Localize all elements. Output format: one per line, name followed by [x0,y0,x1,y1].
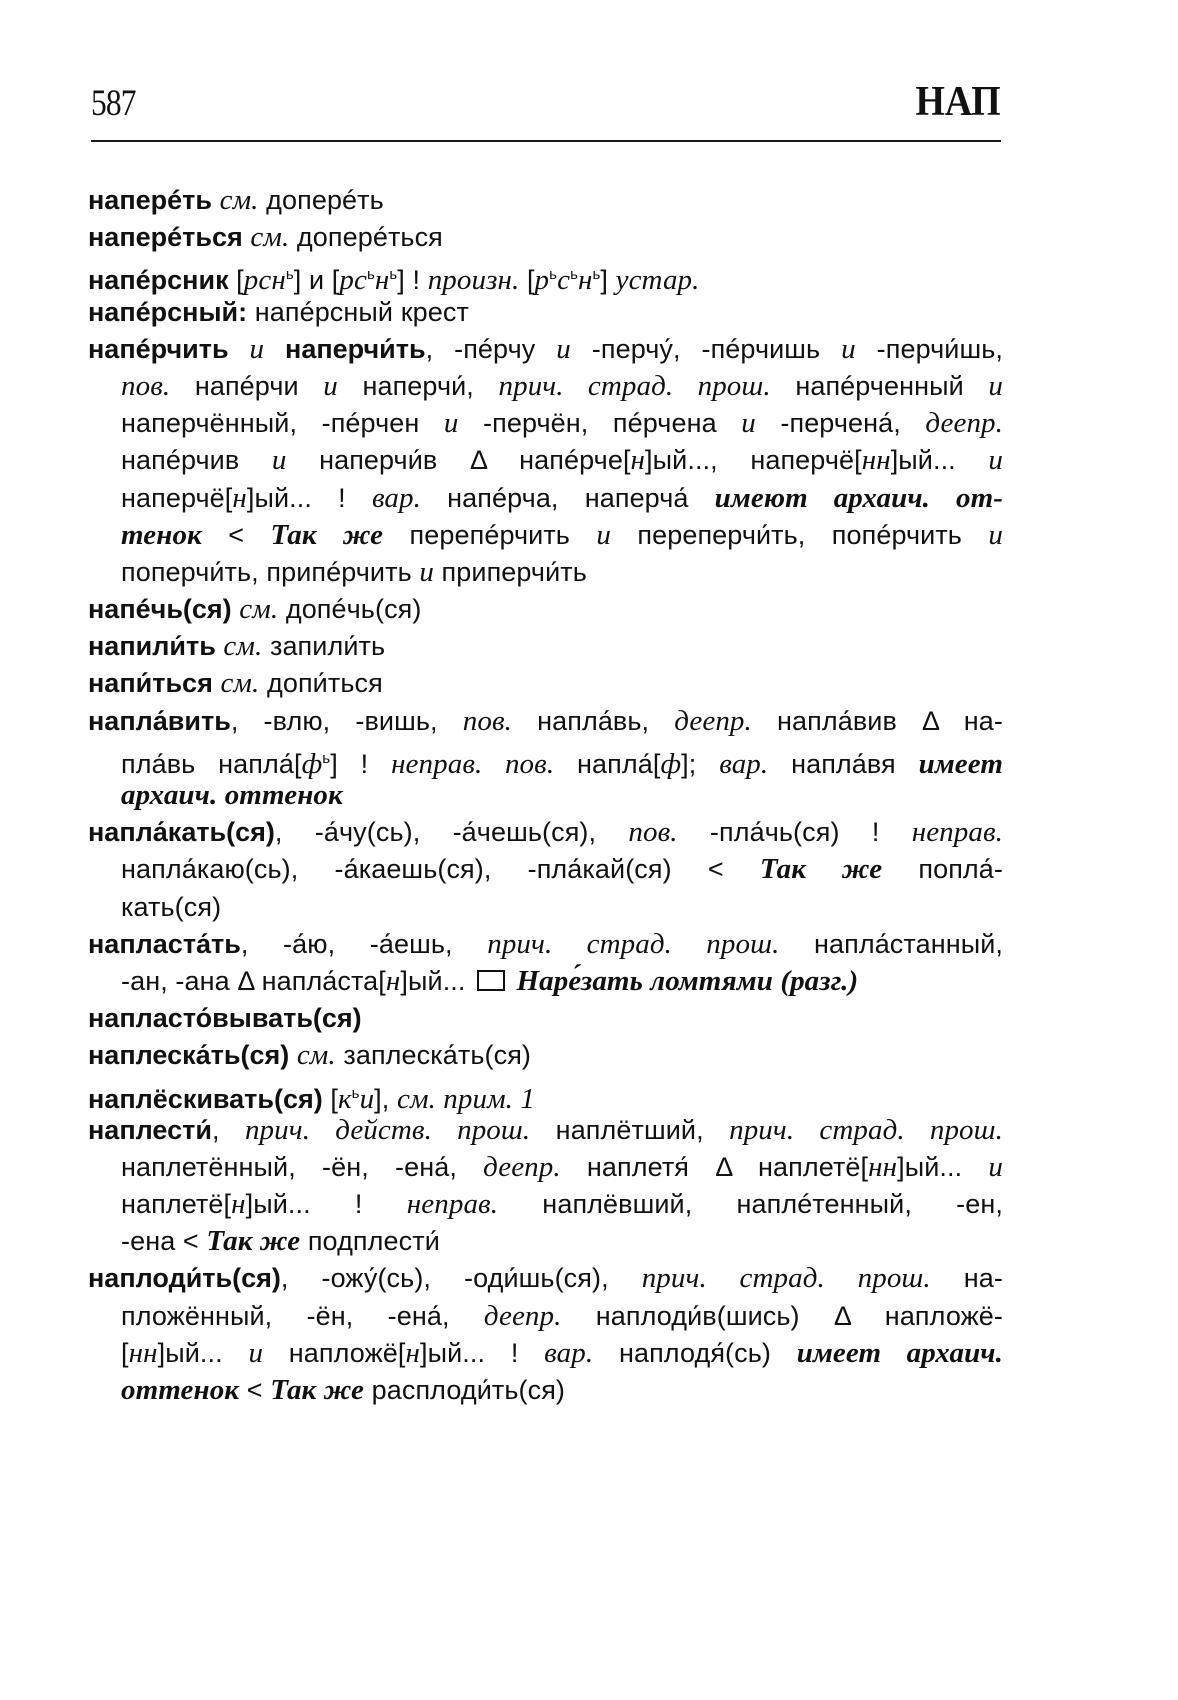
entry-text: наплоди́в(шись) Δ напложё- [561,1300,1003,1331]
entry-text: доперéть [258,185,384,215]
entry-text: наплетё[ [121,1189,232,1220]
grammar-label: см. прим. 1 [396,1082,535,1115]
usage-note: Так же [206,1225,301,1258]
headword: напили́ть [88,631,216,662]
entry-text: -перчена́, [755,408,926,439]
entry-continuation-line [88,517,1003,554]
entry-text: , -влю, -вишь, [230,705,463,736]
entry-text: ]ый... [157,1337,249,1368]
headword: наперéться [88,222,243,253]
grammar-label: деепр. [925,407,1003,440]
entry-first-line [88,628,1003,665]
entry-text: напéрчи [170,370,324,401]
entry-text: поперчи́ть, припéрчить [121,556,420,587]
entry-text: напла́вив Δ на- [751,705,1003,736]
dictionary-entry [88,1260,1003,1409]
usage-note: имеет архаич. [796,1336,1003,1369]
softness-mark: ь [389,266,398,284]
softness-mark: ь [592,266,601,284]
entry-text: , -а́чу(сь), -а́чешь(ся), [274,817,629,848]
entry-text: ] [600,265,616,296]
dictionary-entry [88,665,1003,702]
entry-text: ]; [681,748,720,779]
entry-first-line [88,1075,1003,1115]
grammar-label: пов. [628,816,678,849]
entry-text [212,185,220,215]
grammar-label: см. [220,667,260,700]
usage-note: тенок [121,518,202,551]
grammar-label: неправ. [911,816,1003,849]
entry-text: напéрченный [770,370,989,401]
grammar-label: и [249,332,265,365]
definition-box-icon [477,970,505,991]
grammar-label: ф [660,747,682,780]
entry-text: пла́вь напла́[ [121,748,302,779]
entry-text: [ [519,265,535,296]
entry-continuation-line [88,368,1003,405]
entry-text: напéрчив [121,445,272,476]
entry-continuation-line [88,1223,1003,1260]
dictionary-entry [88,294,1003,331]
entry-text: ] и [ [293,265,340,296]
entry-text: попла́- [882,854,1003,885]
entry-continuation-line [88,1372,1003,1409]
entry-text: ]ый... ! [419,1337,545,1368]
grammar-label: см. [239,593,279,626]
softness-mark: ь [366,266,375,284]
entry-continuation-line [88,1335,1003,1372]
entry-first-line [88,1037,1003,1074]
softness-mark: ь [549,266,558,284]
grammar-label: р [534,264,550,297]
entry-first-line [88,256,1003,297]
grammar-label: пов. [462,704,512,737]
entry-continuation-line [88,889,1003,926]
entry-text: < [239,1375,271,1405]
entry-text: наплодя́(сь) [593,1337,797,1368]
usage-note: архаич. оттенок [121,779,343,811]
entry-text: ]ый... ! [246,482,372,513]
entry-text: напла́вь, [512,705,675,736]
entry-text: -перчи́шь, [855,333,1003,364]
entry-text: наплётший, [530,1114,730,1145]
page-number: 587 [91,83,136,124]
grammar-label: прич. страд. прош. [641,1262,931,1295]
entry-text: допéчь(ся) [278,594,422,625]
headword: наплоди́ть(ся) [88,1263,281,1294]
dictionary-entry [88,926,1003,1000]
headword: наперéть [88,185,212,215]
usage-note: имеет [918,747,1004,780]
softness-mark: ь [322,749,331,767]
entry-text: пложённый, -ён, -ена́, [121,1300,484,1331]
entry-continuation-line [88,405,1003,442]
headword: напла́кать(ся) [88,817,275,848]
entry-text: ] ! [330,748,392,779]
dictionary-entry [88,1037,1003,1074]
grammar-label: с [557,264,571,297]
usage-note: Так же [270,518,384,551]
headword: напи́ться [88,668,213,699]
softness-mark: ь [351,1084,360,1102]
grammar-label: см. [219,184,259,216]
entry-first-line [88,665,1003,702]
headword: напла́вить [88,705,231,736]
entry-text: на- [930,1263,1003,1294]
entry-continuation-line [88,740,1004,780]
entry-text: , -ожу́(сь), -оди́шь(ся), [280,1263,642,1294]
grammar-label: пов. [121,369,171,402]
entry-text: доперéться [289,222,443,253]
grammar-label: и [988,369,1003,402]
entry-continuation-line [88,777,1003,814]
grammar-label: и [988,518,1003,551]
grammar-label: и [841,332,856,365]
entry-first-line [88,926,1003,963]
grammar-label: прич. страд. прош. [487,927,780,960]
entry-text: переперчи́ть, попéрчить [610,519,989,550]
entry-first-line [88,294,1003,331]
headword: напéрсный: [88,296,248,327]
grammar-label: вар. [544,1336,594,1369]
entry-continuation-line [88,1186,1003,1223]
entry-text: ] ! [397,265,428,296]
entry-text: -пла́чь(ся) ! [677,817,912,848]
entry-text [264,334,285,364]
entry-text: напла́вя [768,748,919,779]
usage-note: имеют архаич. от- [714,481,1003,514]
entry-text: запили́ть [262,631,386,662]
dictionary-entry [88,219,1003,256]
usage-note: Так же [759,853,883,886]
usage-note: Так же [270,1374,365,1406]
grammar-label: и [443,407,459,440]
grammar-label: вар. [371,481,421,514]
grammar-label: н [231,1188,246,1221]
guide-word: НАП [915,79,1001,125]
grammar-label: и [359,1082,375,1115]
grammar-label: к [337,1082,352,1115]
dictionary-entry [88,628,1003,665]
entry-text: -перчён, пéрчена [458,408,742,439]
entry-text: -ан, -ана Δ напла́ста[ [121,965,386,996]
running-head [91,78,1001,138]
grammar-label: нн [868,1150,898,1183]
entry-text: заплеска́ть(ся) [335,1040,532,1071]
entry-text: кать(ся) [121,891,222,922]
grammar-label: см. [250,221,290,254]
grammar-label: и [248,1336,264,1369]
entry-text: наперчё[ [121,482,233,513]
grammar-label: прич. действ. прош. [244,1113,531,1146]
entry-first-line [88,1112,1003,1149]
entry-text: наперчи́, [337,370,499,401]
entry-text: допи́ться [259,668,383,699]
entry-text: ], [374,1083,397,1114]
entry-text: [ [228,265,244,296]
grammar-label: прич. страд. прош. [498,369,771,402]
entry-text: -ена < [121,1226,207,1257]
grammar-label: н [405,1336,420,1369]
grammar-label: и [556,332,571,365]
grammar-label: н [385,964,401,997]
dictionary-entry [88,703,1003,815]
entry-text [229,334,250,364]
entry-continuation-line [88,442,1003,479]
entry-continuation-line [88,554,1003,591]
grammar-label: н [577,264,593,297]
entry-continuation-line [88,963,1003,1000]
entry-first-line [88,182,1003,219]
entry-text: напла́[ [554,748,661,779]
grammar-label: н [630,444,646,477]
headword: напласто́вывать(ся) [88,1003,362,1034]
entry-list [88,182,1003,1409]
dictionary-entry [88,1000,1003,1037]
softness-mark: ь [285,266,294,284]
entry-text: наплёвший, наплéтенный, -ен, [498,1189,1003,1220]
entry-first-line [88,331,1003,368]
entry-text: приперчи́ть [433,556,587,587]
grammar-label: вар. [719,747,769,780]
grammar-label: устар. [615,264,700,297]
entry-text [289,1040,297,1070]
grammar-label: см. [223,630,263,663]
grammar-label: и [596,518,611,551]
entry-text: напложё[ [263,1337,406,1368]
headword: наперчи́ть [285,333,426,364]
grammar-label: и [323,369,338,402]
entry-text: [ [121,1337,129,1368]
headword: напéчь(ся) [88,594,232,625]
grammar-label: и [271,444,287,477]
grammar-label: неправ. [406,1188,499,1221]
usage-note: Наре́зать ломтями (разг.) [509,964,859,997]
grammar-label: нн [861,444,891,477]
dictionary-entry [88,1075,1003,1115]
entry-first-line [88,703,1003,740]
grammar-label: и [741,407,756,440]
headword: напéрсник [88,265,229,296]
entry-first-line [88,1260,1003,1297]
entry-continuation-line [88,851,1003,888]
dictionary-entry [88,331,1003,591]
grammar-label: неправ. пов. [391,747,555,780]
entry-first-line [88,1000,1003,1037]
entry-text: , -пéрчу [425,333,557,364]
entry-text: , [211,1114,245,1145]
entry-text: наплетённый, -ён, -ена́, [121,1151,484,1182]
grammar-label: ф [301,747,323,780]
headword: наплести́ [88,1114,212,1145]
entry-text: ]ый..., наперчё[ [645,445,862,476]
entry-first-line [88,591,1003,628]
usage-note: оттенок [121,1374,240,1406]
dictionary-entry [88,591,1003,628]
entry-text: [ [322,1083,338,1114]
entry-text: напéрсный крест [247,296,469,327]
entry-text: ]ый... [400,965,474,996]
grammar-label: деепр. [483,1299,562,1332]
grammar-label: и [419,555,434,588]
grammar-label: рс [339,264,367,297]
dictionary-entry [88,1112,1003,1261]
entry-text: наперчи́в Δ напéрче[ [286,445,631,476]
entry-text: ]ый... ! [245,1189,407,1220]
entry-continuation-line [88,480,1003,517]
grammar-label: см. [296,1039,336,1072]
entry-text: < [201,519,271,550]
entry-text: напéрча, наперча́ [420,482,715,513]
dictionary-entry [88,182,1003,219]
grammar-label: произн. [427,264,520,297]
grammar-label: н [232,481,247,514]
entry-text: напла́каю(сь), -а́каешь(ся), -пла́кай(ся) < [121,854,760,885]
grammar-label: нн [128,1336,158,1369]
headword: наплеска́ть(ся) [88,1040,290,1071]
entry-text: ]ый... [897,1151,989,1182]
grammar-label: деепр. [674,704,752,737]
grammar-label: и [988,1150,1004,1183]
entry-continuation-line [88,1298,1003,1335]
entry-text: ]ый... [890,445,989,476]
entry-continuation-line [88,1149,1003,1186]
entry-text: наперчённый, -пéрчен [121,408,444,439]
dictionary-entry [88,814,1003,926]
headword: наплёскивать(ся) [88,1083,323,1114]
entry-text: перепéрчить [383,519,597,550]
entry-text: , -а́ю, -а́ешь, [240,928,488,959]
headword: напéрчить [88,333,229,364]
entry-first-line [88,814,1003,851]
grammar-label: прич. страд. прош. [729,1113,1003,1146]
grammar-label: н [374,264,390,297]
entry-text: расплоди́ть(ся) [364,1375,566,1405]
header-rule [91,140,1001,142]
entry-first-line [88,219,1003,256]
grammar-label: рсн [243,264,286,297]
softness-mark: ь [570,266,578,284]
entry-text: -перчу́, -пéрчишь [570,333,842,364]
entry-text: наплетя́ Δ наплетё[ [560,1151,869,1182]
dictionary-entry [88,256,1003,297]
entry-text: подплести́ [300,1226,440,1257]
entry-text: напла́станный, [779,928,1003,959]
grammar-label: деепр. [483,1150,561,1183]
headword: напласта́ть [88,928,241,959]
grammar-label: и [988,444,1003,477]
